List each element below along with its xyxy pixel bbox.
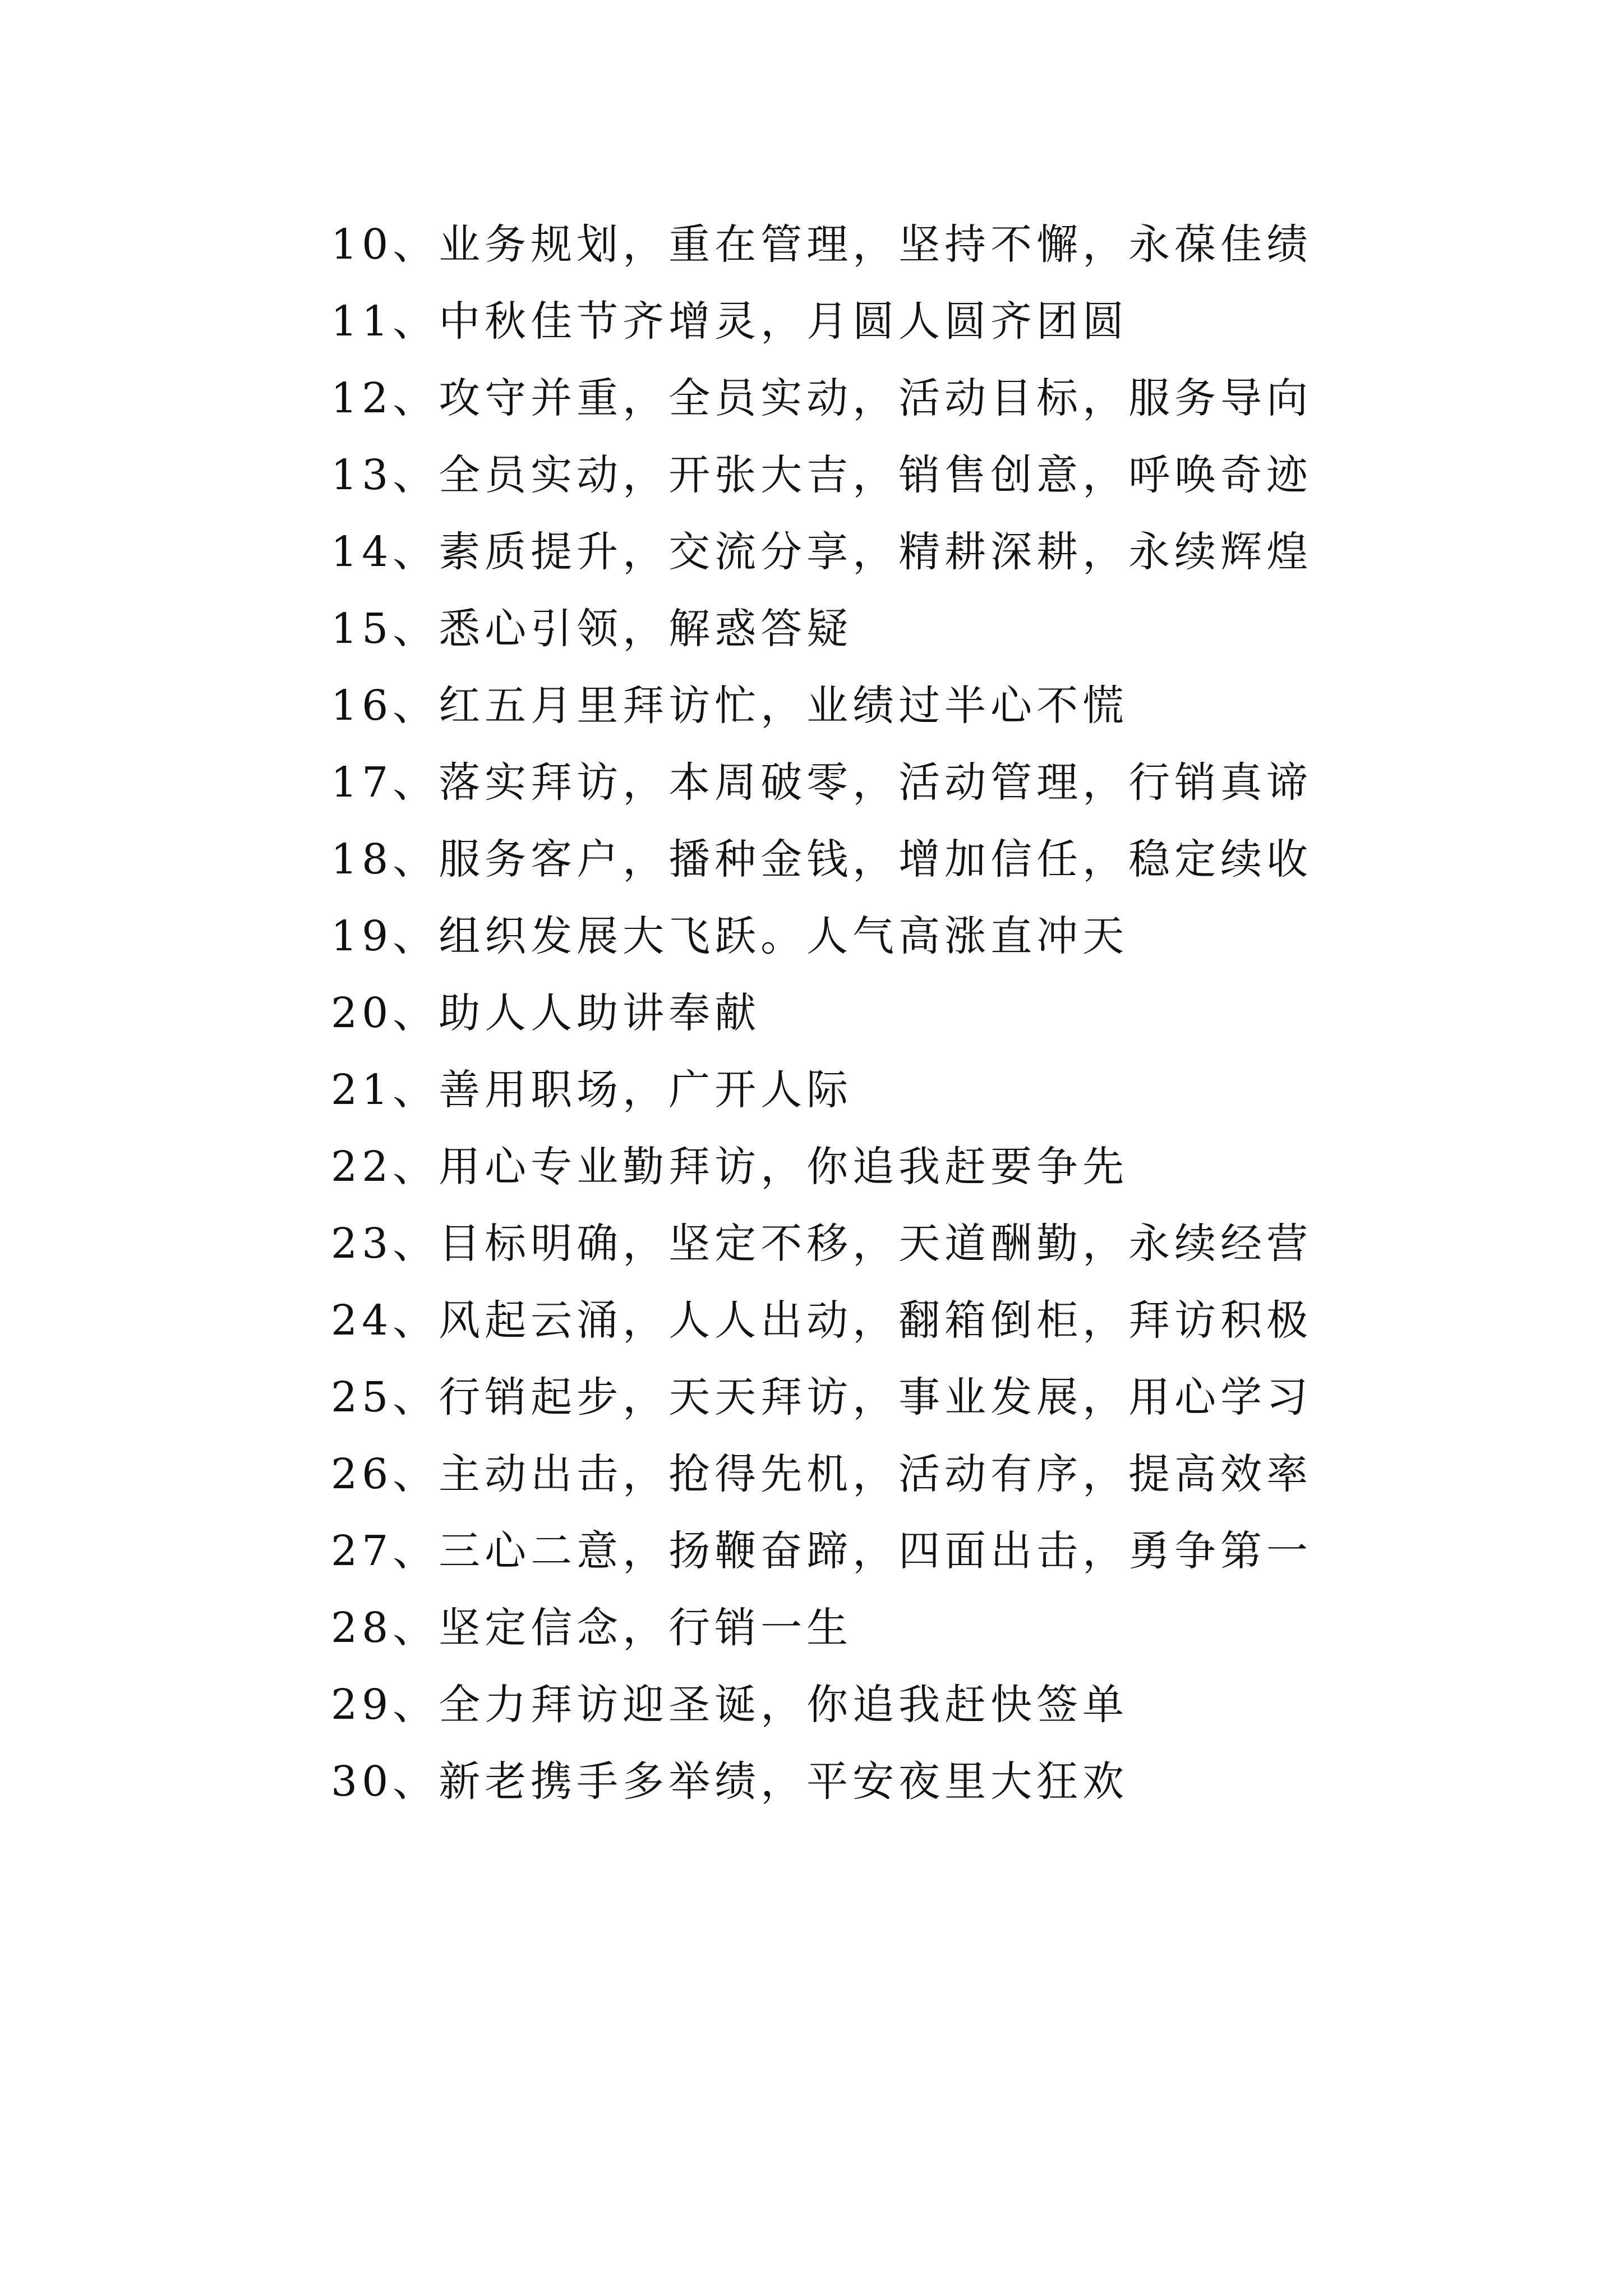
list-item: 15、悉心引领，解惑答疑 — [331, 605, 853, 653]
list-item: 10、业务规划，重在管理，坚持不懈，永葆佳绩 — [331, 220, 1313, 269]
list-item: 17、落实拜访，本周破零，活动管理，行销真谛 — [331, 758, 1313, 807]
list-item: 12、攻守并重，全员实动，活动目标，服务导向 — [331, 374, 1313, 422]
list-item: 22、用心专业勤拜访，你追我赶要争先 — [331, 1143, 1129, 1191]
list-item: 14、素质提升，交流分享，精耕深耕，永续辉煌 — [331, 528, 1313, 576]
list-item: 25、行销起步，天天拜访，事业发展，用心学习 — [331, 1373, 1313, 1421]
slogan-list — [331, 206, 1312, 1820]
list-item: 24、风起云涌，人人出动，翻箱倒柜，拜访积极 — [331, 1296, 1313, 1345]
list-item: 16、红五月里拜访忙，业绩过半心不慌 — [331, 682, 1129, 730]
list-item: 28、坚定信念，行销一生 — [331, 1604, 853, 1652]
list-item: 26、主动出击，抢得先机，活动有序，提高效率 — [331, 1450, 1313, 1498]
list-item: 20、助人人助讲奉献 — [331, 989, 761, 1037]
list-item: 13、全员实动，开张大吉，销售创意，呼唤奇迹 — [331, 451, 1313, 499]
list-item: 11、中秋佳节齐增灵，月圆人圆齐团圆 — [331, 297, 1129, 346]
list-item: 18、服务客户，播种金钱，增加信任，稳定续收 — [331, 835, 1313, 884]
list-item: 21、善用职场，广开人际 — [331, 1066, 853, 1114]
list-item: 27、三心二意，扬鞭奋蹄，四面出击，勇争第一 — [331, 1527, 1313, 1575]
list-item: 23、目标明确，坚定不移，天道酬勤，永续经营 — [331, 1220, 1313, 1268]
list-item: 30、新老携手多举绩，平安夜里大狂欢 — [331, 1757, 1129, 1806]
list-item: 29、全力拜访迎圣诞，你追我赶快签单 — [331, 1681, 1129, 1729]
list-item: 19、组织发展大飞跃。人气高涨直冲天 — [331, 912, 1129, 960]
